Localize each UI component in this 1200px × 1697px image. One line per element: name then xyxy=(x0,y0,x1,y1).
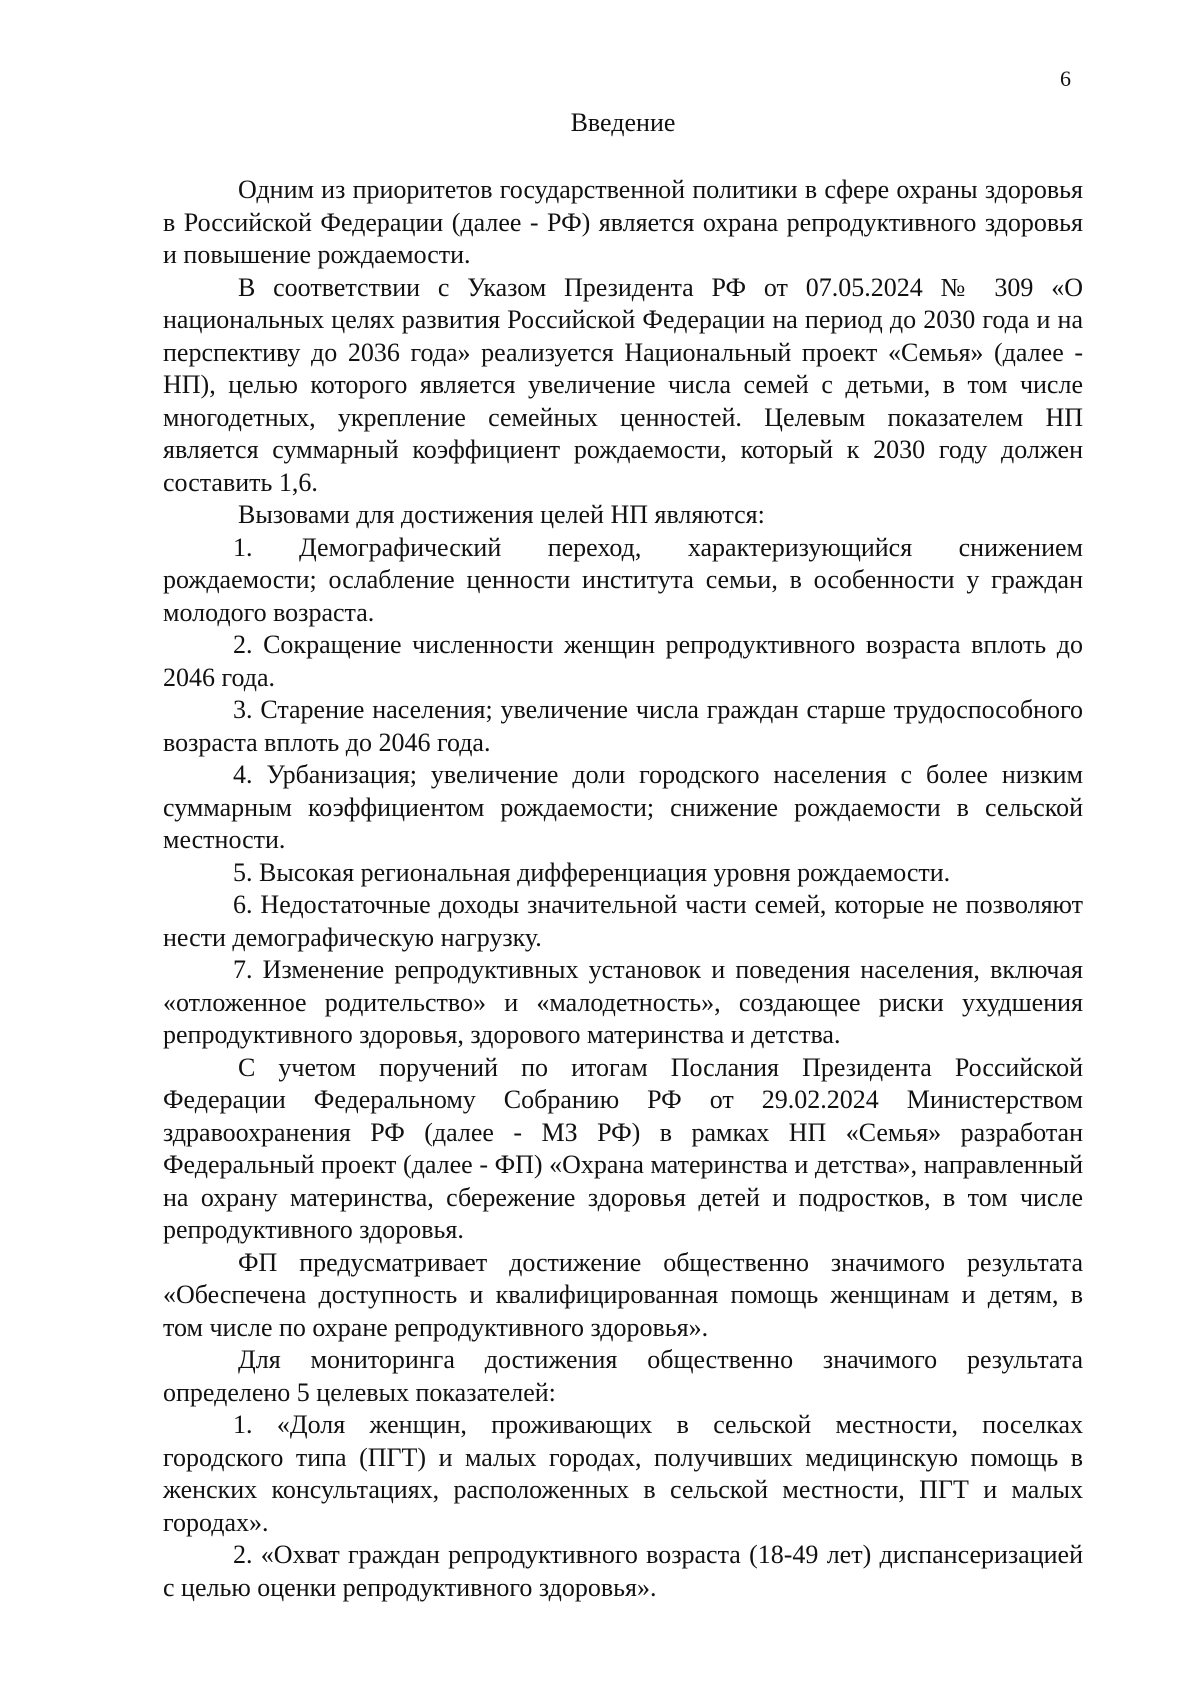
paragraph-federal-project: С учетом поручений по итогам Послания Президента Российской Федерации Федеральному Собранию РФ от 29.02.2024 Министерством здравоохранения РФ (далее - МЗ РФ) в рамках НП «Семья» разработан Федеральный проект (далее - ФП) «Охрана материнства и детства», направленный на охрану материнства, сбережение здоровья детей и подростков, в том числе репродуктивного здоровья. xyxy=(163,1052,1083,1244)
paragraph-intro: Одним из приоритетов государственной политики в сфере охраны здоровья в Российской Федерации (далее - РФ) является охрана репродуктивного здоровья и повышение рождаемости. xyxy=(163,175,1083,269)
list-item-challenge-6: 6. Недостаточные доходы значительной части семей, которые не позволяют нести демографическую нагрузку. xyxy=(163,890,1083,952)
list-item-challenge-2: 2. Сокращение численности женщин репродуктивного возраста вплоть до 2046 года. xyxy=(163,630,1083,692)
paragraph-decree: В соответствии с Указом Президента РФ от 07.05.2024 № 309 «О национальных целях развития Российской Федерации на период до 2030 года и на перспективу до 2036 года» реализуется Национальный проект «Семья» (далее - НП), целью которого является увеличение числа семей с детьми, в том числе многодетных, укрепление семейных ценностей. Целевым показателем НП является суммарный коэффициент рождаемости, который к 2030 году должен составить 1,6. xyxy=(163,272,1083,497)
list-item-challenge-4: 4. Урбанизация; увеличение доли городского населения с более низким суммарным коэффициентом рождаемости; снижение рождаемости в сельской местности. xyxy=(163,760,1083,854)
paragraph-indicators-heading: Для мониторинга достижения общественно значимого результата определено 5 целевых показателей: xyxy=(163,1345,1083,1407)
list-item-challenge-5: 5. Высокая региональная дифференциация уровня рождаемости. xyxy=(233,857,951,887)
list-item-challenge-1: 1. Демографический переход, характеризующийся снижением рождаемости; ослабление ценности института семьи, в особенности у граждан молодого возраста. xyxy=(163,532,1083,627)
page-number: 6 xyxy=(1060,66,1071,91)
paragraph-result: ФП предусматривает достижение общественно значимого результата «Обеспечена доступность и квалифицированная помощь женщинам и детям, в том числе по охране репродуктивного здоровья». xyxy=(163,1247,1083,1342)
list-item-challenge-3: 3. Старение населения; увеличение числа граждан старше трудоспособного возраста вплоть до 2046 года. xyxy=(163,695,1083,757)
section-heading: Введение xyxy=(570,108,676,137)
list-item-indicator-1: 1. «Доля женщин, проживающих в сельской местности, поселках городского типа (ПГТ) и малых городах, получивших медицинскую помощь в женских консультациях, расположенных в сельской местности, ПГТ и малых городах». xyxy=(163,1410,1083,1537)
document-body xyxy=(163,174,1083,1604)
list-item-challenge-7: 7. Изменение репродуктивных установок и поведения населения, включая «отложенное родительство» и «малодетность», создающее риски ухудшения репродуктивного здоровья, здорового материнства и детства. xyxy=(163,955,1083,1049)
list-item-indicator-2: 2. «Охват граждан репродуктивного возраста (18-49 лет) диспансеризацией с целью оценки репродуктивного здоровья». xyxy=(163,1540,1083,1602)
paragraph-challenges-heading: Вызовами для достижения целей НП являются: xyxy=(238,500,765,529)
